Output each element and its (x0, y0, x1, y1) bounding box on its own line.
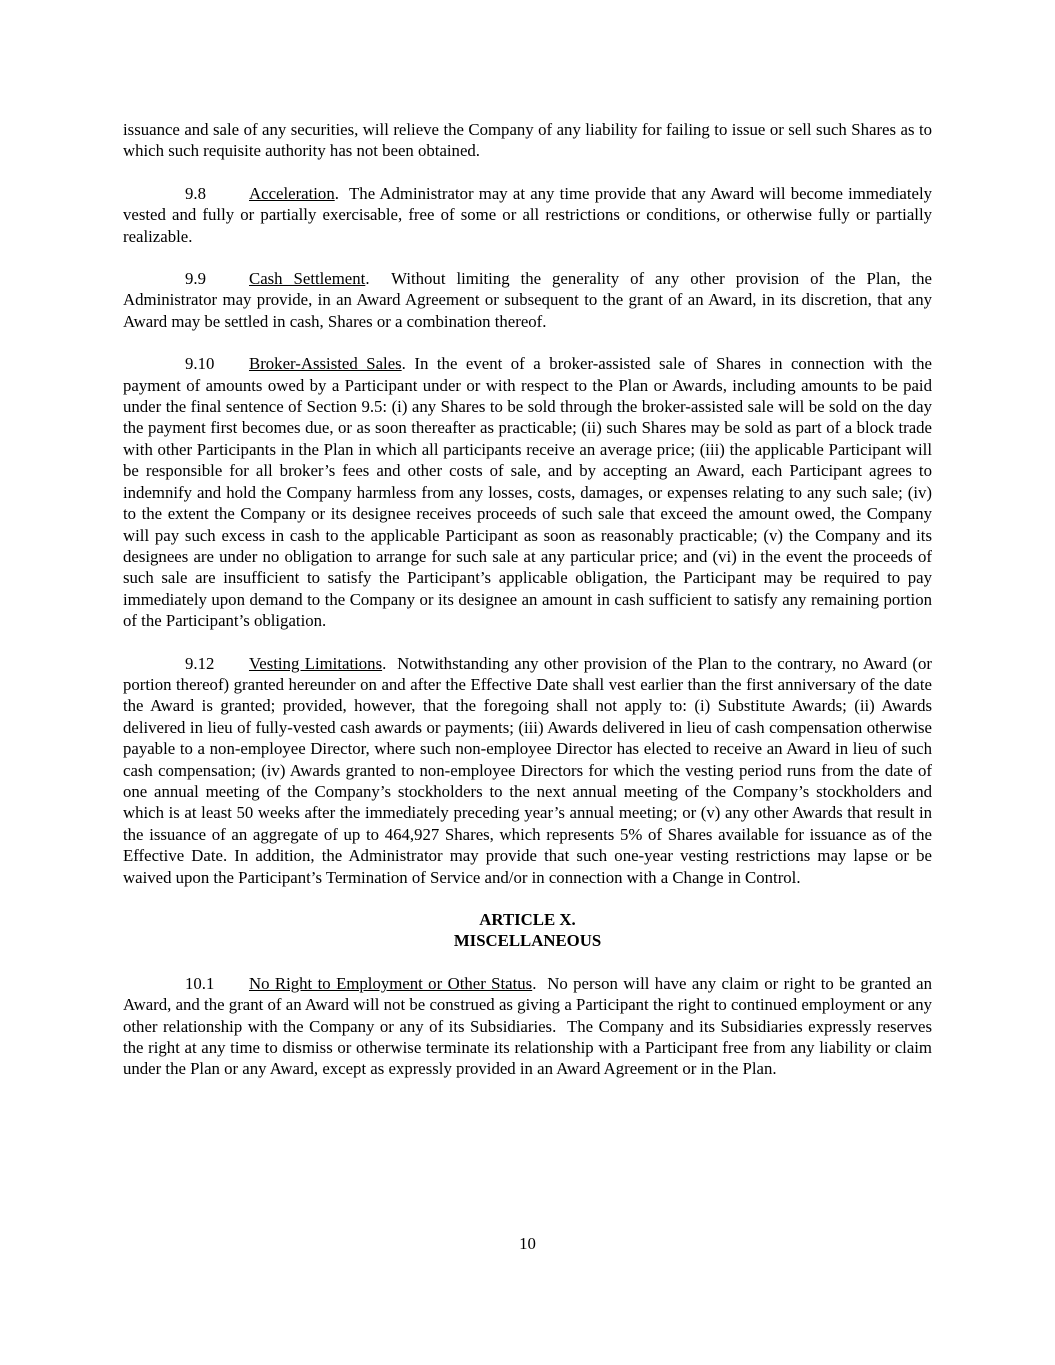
document-body (123, 119, 932, 1080)
page-number: 10 (519, 1234, 536, 1253)
section-number: 9.9 (185, 269, 206, 289)
article-heading (123, 909, 932, 952)
section-heading: Vesting Limitations (249, 653, 383, 673)
section-paragraph: 10.1 No Right to Employment or Other Status. No person will have any claim or right to be granted an Award, and the grant of an Award will not be construed as giving a Participant the right to continued employment or any other relationship with the Company or any of its Subsidiaries. The Company and its Subsidiaries expressly reserves the right at any time to dismiss or otherwise terminate its relationship with a Participant free from any liability or claim under the Plan or any Award, except as expressly provided in an Award Agreement or in the Plan. (123, 973, 932, 1079)
article-heading-line: ARTICLE X. (479, 910, 576, 929)
section-paragraph: 9.10 Broker-Assisted Sales. In the event of a broker-assisted sale of Shares in connection with the payment of amounts owed by a Participant under or with respect to the Plan or Awards, including amounts to be paid under the final sentence of Section 9.5: (i) any Shares to be sold through the broker-assisted sale will be sold on the day the payment first becomes due, or as soon thereafter as practicable; (ii) such Shares may be sold as part of a block trade with other Participants in the Plan in which all participants receive an average price; (iii) the applicable Participant will be responsible for all broker’s fees and other costs of sale, and by accepting an Award, each Participant agrees to indemnify and hold the Company harmless from any losses, costs, damages, or expenses relating to any such sale; (iv) to the extent the Company or its designee receives proceeds of such sale that exceed the amount owed, the Company will pay such excess in cash to the applicable Participant as soon as reasonably practicable; (v) the Company and its designees are under no obligation to arrange for such sale at any particular price; and (vi) in the event the proceeds of such sale are insufficient to satisfy the Participant’s applicable obligation, the Participant may be required to pay immediately upon demand to the Company or its designee an amount in cash sufficient to satisfy any remaining portion of the Participant’s obligation. (123, 354, 932, 631)
article-heading-line: MISCELLANEOUS (453, 931, 602, 951)
section-number: 9.8 (185, 183, 206, 203)
section-number: 9.10 (185, 354, 215, 374)
body-paragraph: issuance and sale of any securities, will relieve the Company of any liability for failing to issue or sell such Shares as to which such requisite authority has not been obtained. (123, 120, 932, 161)
section-heading: Acceleration (249, 183, 335, 203)
section-number: 9.12 (185, 653, 215, 673)
section-paragraph: 9.9 Cash Settlement. Without limiting the generality of any other provision of the Plan, the Administrator may provide, in an Award Agreement or subsequent to the grant of an Award, in its discretion, that any Award may be settled in cash, Shares or a combination thereof. (123, 269, 932, 331)
section-heading: Broker-Assisted Sales (249, 354, 402, 374)
section-number: 10.1 (185, 973, 215, 993)
section-paragraph: 9.8 Acceleration. The Administrator may at any time provide that any Award will become immediately vested and fully or partially exercisable, free of some or all restrictions or conditions, or otherwise fully or partially realizable. (123, 183, 932, 246)
section-heading: No Right to Employment or Other Status (249, 973, 533, 993)
section-heading: Cash Settlement (249, 269, 366, 289)
section-paragraph: 9.12 Vesting Limitations. Notwithstanding any other provision of the Plan to the contrary, no Award (or portion thereof) granted hereunder on and after the Effective Date shall vest earlier than the first anniversary of the date the Award is granted; provided, however, that the foregoing shall not apply to: (i) Substitute Awards; (ii) Awards delivered in lieu of fully-vested cash awards or payments; (iii) Awards delivered in lieu of cash compensation otherwise payable to a non-employee Director, where such non-employee Director has elected to receive an Award in lieu of such cash compensation; (iv) Awards granted to non-employee Directors for which the vesting period runs from the date of one annual meeting of the Company’s stockholders to the next annual meeting of the Company’s stockholders and which is at least 50 weeks after the immediately preceding year’s annual meeting; or (v) any other Awards that result in the issuance of an aggregate of up to 464,927 Shares, which represents 5% of Shares available for issuance as of the Effective Date. In addition, the Administrator may provide that such one-year vesting restrictions may lapse or be waived upon the Participant’s Termination of Service and/or in connection with a Change in Control. (123, 653, 932, 887)
